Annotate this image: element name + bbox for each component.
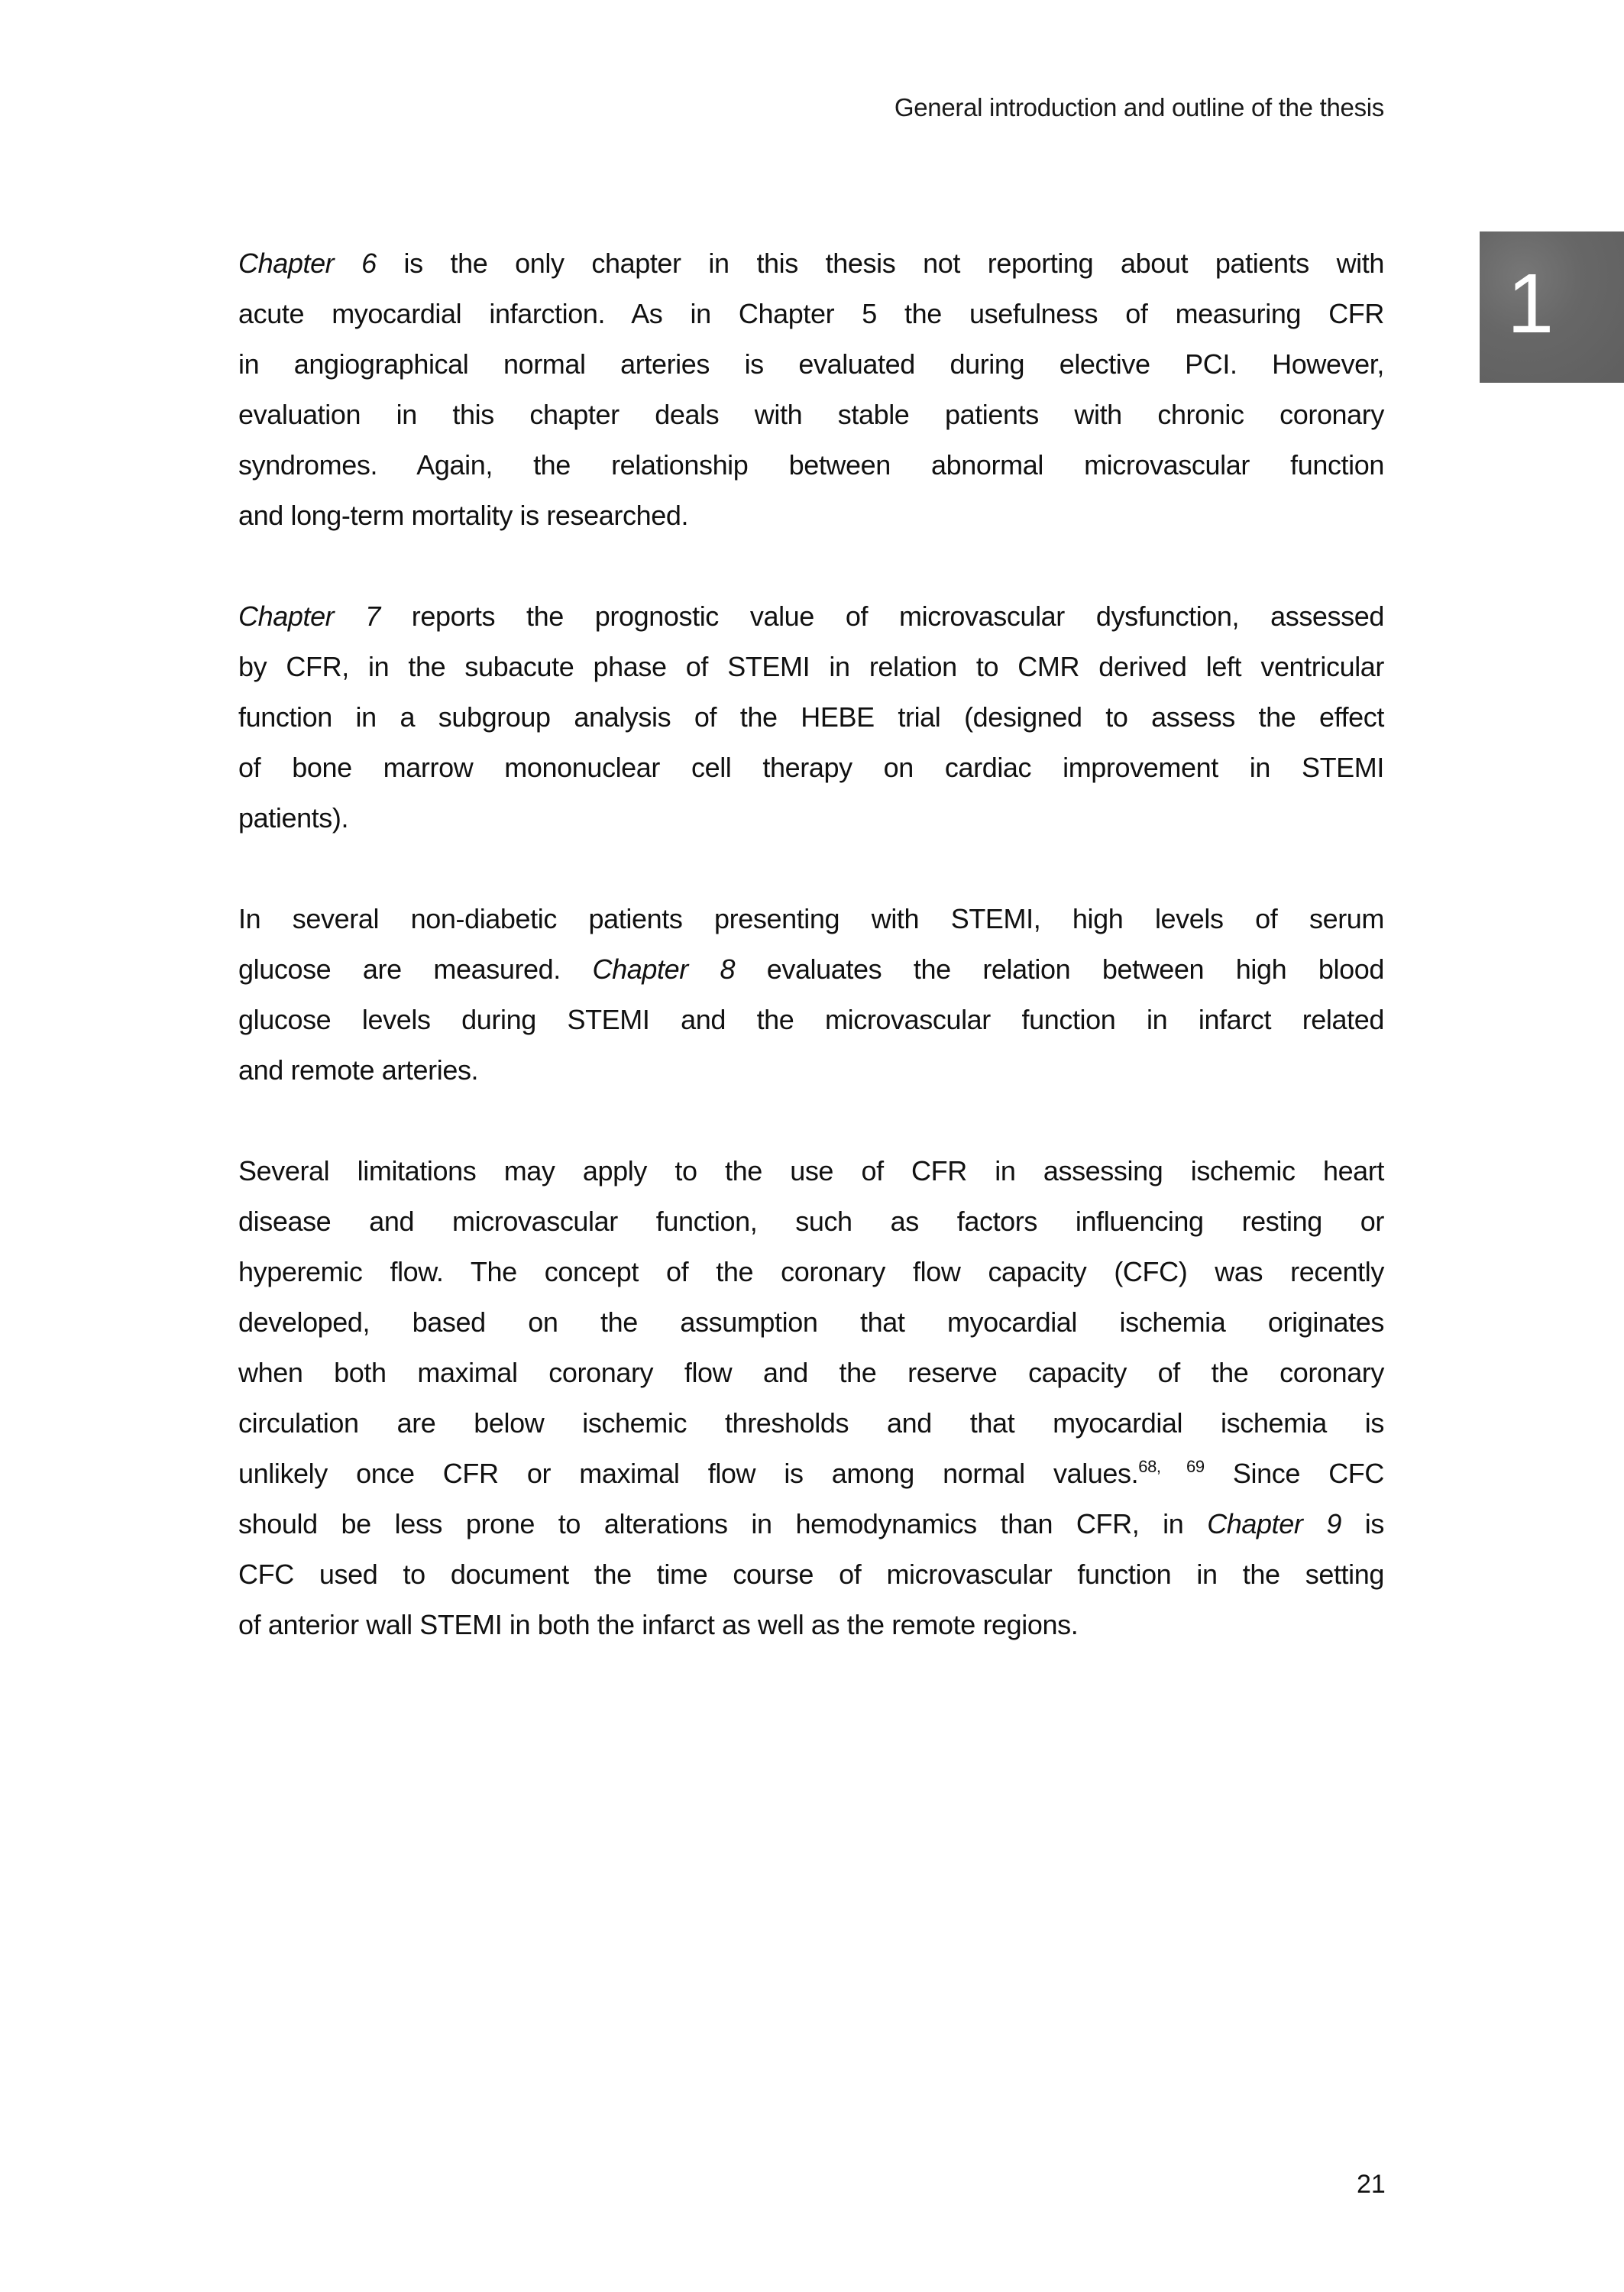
text-segment: glucose levels during STEMI and the microvascular function in infarct related bbox=[238, 1004, 1384, 1035]
chapter-tab bbox=[1480, 231, 1624, 383]
text-segment: and remote arteries. bbox=[238, 1054, 479, 1086]
text-segment: unlikely once CFR or maximal flow is among normal values. bbox=[238, 1458, 1139, 1489]
text-segment: glucose are measured. bbox=[238, 953, 593, 985]
citation-superscript: 68, 69 bbox=[1138, 1457, 1205, 1476]
text-line bbox=[238, 490, 1384, 541]
running-header: General introduction and outline of the thesis bbox=[894, 93, 1384, 121]
text-line bbox=[238, 339, 1384, 390]
text-segment: hyperemic flow. The concept of the coronary flow capacity (CFC) was recently bbox=[238, 1256, 1384, 1287]
text-line bbox=[238, 1449, 1384, 1499]
text-segment: and long-term mortality is researched. bbox=[238, 500, 689, 531]
text-line bbox=[238, 591, 1384, 642]
text-line bbox=[238, 238, 1384, 289]
text-segment: should be less prone to alterations in hemodynamics than CFR, in bbox=[238, 1508, 1208, 1539]
text-line bbox=[238, 440, 1384, 490]
chapter-reference: Chapter 8 bbox=[592, 953, 736, 985]
text-segment: CFC used to document the time course of microvascular function in the setting bbox=[238, 1559, 1384, 1590]
text-line bbox=[238, 1297, 1384, 1348]
text-line bbox=[238, 692, 1384, 743]
text-line bbox=[238, 1600, 1384, 1650]
chapter-reference: Chapter 6 bbox=[238, 248, 377, 279]
body-text bbox=[238, 238, 1384, 1650]
text-segment: when both maximal coronary flow and the reserve capacity of the coronary bbox=[238, 1357, 1384, 1388]
text-line bbox=[238, 793, 1384, 843]
chapter-reference: Chapter 7 bbox=[238, 601, 380, 632]
chapter-reference: Chapter 9 bbox=[1207, 1508, 1341, 1539]
text-segment: evaluation in this chapter deals with stable patients with chronic coronary bbox=[238, 399, 1384, 430]
text-segment: is bbox=[1341, 1508, 1384, 1539]
text-line bbox=[238, 1045, 1384, 1096]
text-line bbox=[238, 1247, 1384, 1297]
text-segment: syndromes. Again, the relationship between abnormal microvascular function bbox=[238, 449, 1384, 481]
text-line bbox=[238, 390, 1384, 440]
text-line bbox=[238, 1398, 1384, 1449]
text-line bbox=[238, 995, 1384, 1045]
text-segment: patients). bbox=[238, 802, 349, 834]
text-line bbox=[238, 743, 1384, 793]
text-segment: Since CFC bbox=[1204, 1458, 1384, 1489]
text-segment: evaluates the relation between high blood bbox=[735, 953, 1384, 985]
text-line bbox=[238, 1549, 1384, 1600]
text-segment: circulation are below ischemic thresholds and that myocardial ischemia is bbox=[238, 1407, 1384, 1439]
paragraph-spacer bbox=[238, 843, 1384, 894]
text-segment: of bone marrow mononuclear cell therapy on cardiac improvement in STEMI bbox=[238, 752, 1384, 783]
text-line bbox=[238, 1348, 1384, 1398]
text-segment: In several non-diabetic patients presenting with STEMI, high levels of serum bbox=[238, 903, 1384, 934]
page-number: 21 bbox=[1357, 2170, 1386, 2199]
text-line bbox=[238, 1196, 1384, 1247]
text-line bbox=[238, 289, 1384, 339]
paragraph-spacer bbox=[238, 541, 1384, 591]
paragraph-spacer bbox=[238, 1096, 1384, 1146]
text-line bbox=[238, 894, 1384, 944]
text-segment: developed, based on the assumption that myocardial ischemia originates bbox=[238, 1306, 1384, 1338]
chapter-number: 1 bbox=[1507, 257, 1554, 351]
text-segment: Several limitations may apply to the use of CFR in assessing ischemic heart bbox=[238, 1155, 1384, 1186]
text-segment: of anterior wall STEMI in both the infarct as well as the remote regions. bbox=[238, 1609, 1079, 1640]
text-segment: is the only chapter in this thesis not reporting about patients with bbox=[376, 248, 1385, 279]
text-segment: function in a subgroup analysis of the HEBE trial (designed to assess the effect bbox=[238, 701, 1384, 733]
text-segment: disease and microvascular function, such as factors influencing resting or bbox=[238, 1206, 1384, 1237]
text-segment: by CFR, in the subacute phase of STEMI in relation to CMR derived left ventricular bbox=[238, 651, 1384, 682]
text-line bbox=[238, 642, 1384, 692]
text-line bbox=[238, 1146, 1384, 1196]
text-segment: acute myocardial infarction. As in Chapter 5 the usefulness of measuring CFR bbox=[238, 298, 1384, 329]
text-segment: reports the prognostic value of microvascular dysfunction, assessed bbox=[380, 601, 1384, 632]
text-line bbox=[238, 944, 1384, 995]
text-line bbox=[238, 1499, 1384, 1549]
text-segment: in angiographical normal arteries is evaluated during elective PCI. However, bbox=[238, 348, 1384, 380]
